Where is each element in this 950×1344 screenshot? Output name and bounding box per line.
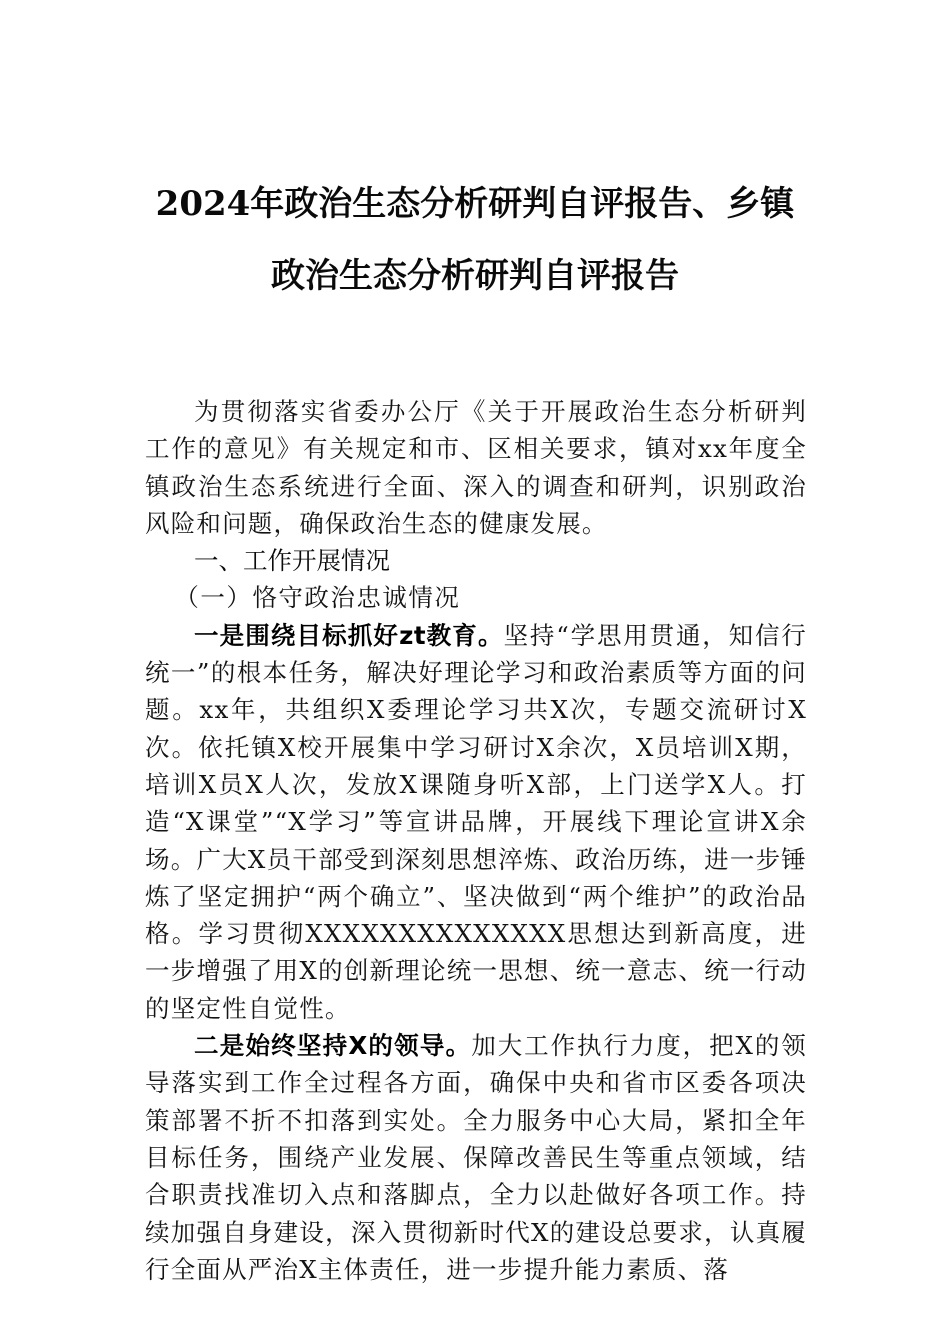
point-1-lead: 一是围绕目标抓好zt教育。 (194, 620, 504, 650)
title-line-1: 2024年政治生态分析研判自评报告、乡镇 (155, 184, 795, 224)
point-1-text: 坚持“学思用贯通，知信行统一”的根本任务，解决好理论学习和政治素质等方面的问题。xx年，共组织X委理论学习共X次，专题交流研讨X次。依托镇X校开展集中学习研讨X余次，X员培训X期，培训X员X人次，发放X课随身听X部，上门送学X人。打造“X课堂”“X学习”等宣讲品牌，开展线下理论宣讲X余场。广大X员干部受到深刻思想淬炼、政治历练，进一步锤炼了坚定拥护“两个确立”、坚决做到“两个维护”的政治品格。学习贯彻XXXXXXXXXXXXXX思想达到新高度，进一步增强了用X的创新理论统一思想、统一意志、统一行动的坚定性自觉性。 (145, 620, 807, 1023)
point-2-paragraph (145, 1027, 807, 1288)
document-title (100, 168, 850, 312)
intro-paragraph: 为贯彻落实省委办公厅《关于开展政治生态分析研判工作的意见》有关规定和市、区相关要求，镇对xx年度全镇政治生态系统进行全面、深入的调查和研判，识别政治风险和问题，确保政治生态的健康发展。 (145, 397, 807, 538)
section-heading: 一、工作开展情况 (194, 546, 390, 576)
point-2-text: 加大工作执行力度，把X的领导落实到工作全过程各方面，确保中央和省市区委各项决策部署不折不扣落到实处。全力服务中心大局，紧扣全年目标任务，围绕产业发展、保障改善民生等重点领域，结合职责找准切入点和落脚点，全力以赴做好各项工作。持续加强自身建设，深入贯彻新时代X的建设总要求，认真履行全面从严治X主体责任，进一步提升能力素质、落 (145, 1031, 807, 1284)
point-2-lead: 二是始终坚持X的领导。 (194, 1031, 472, 1061)
title-line-2: 政治生态分析研判自评报告 (271, 256, 679, 296)
subsection-heading: （一）恪守政治忠诚情况 (174, 583, 461, 613)
document-body (145, 393, 807, 1288)
point-1-paragraph (145, 617, 807, 1027)
